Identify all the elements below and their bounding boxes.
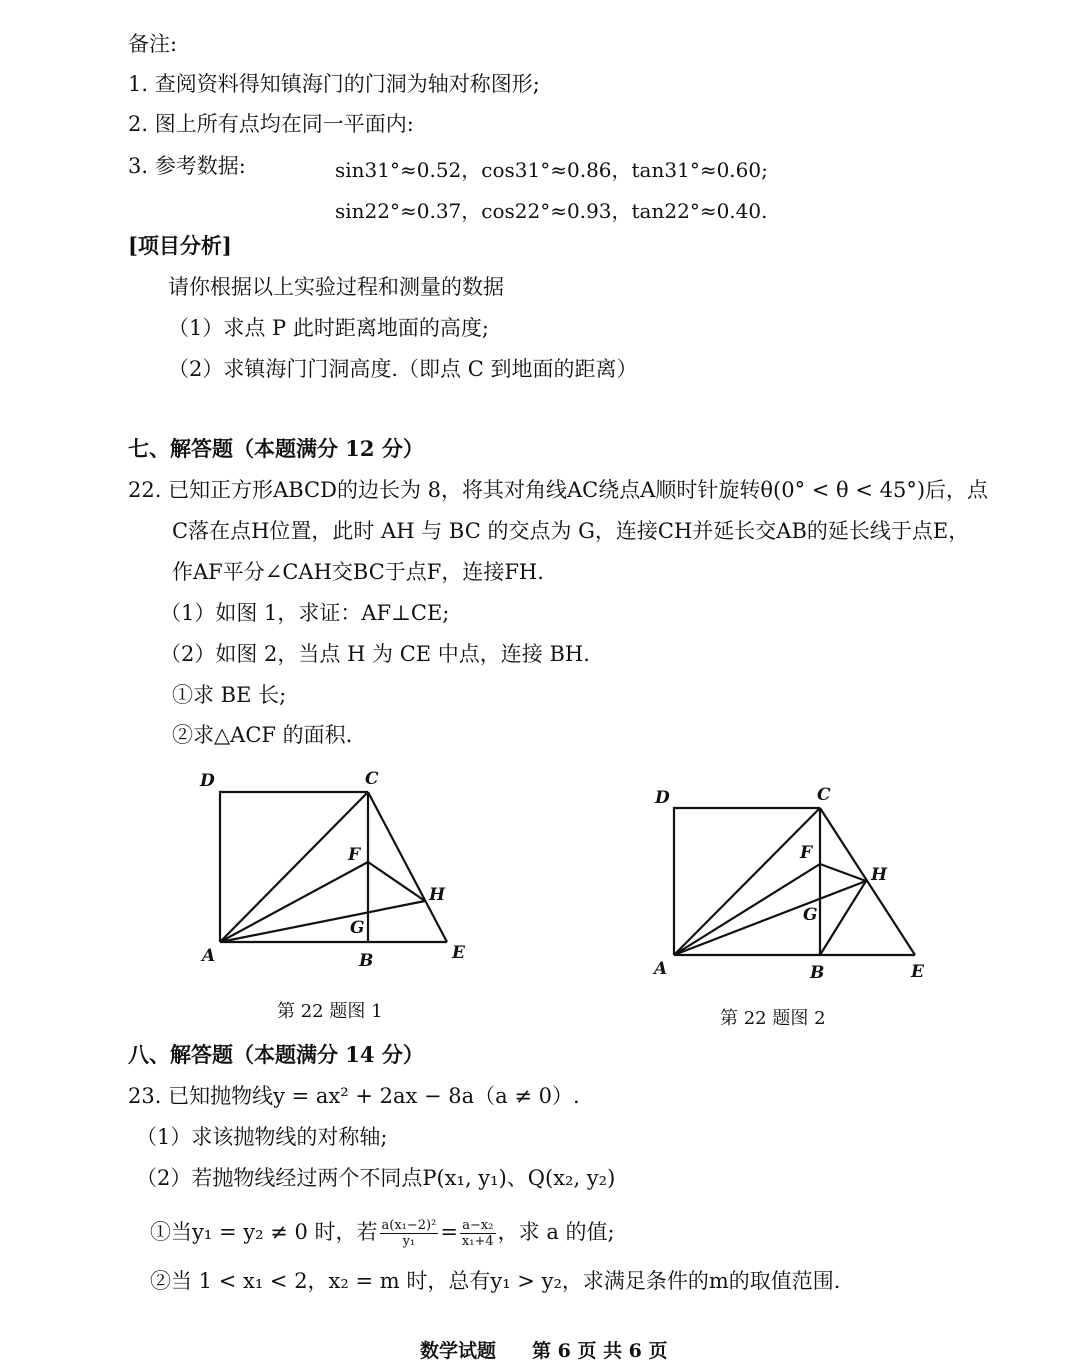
problem-22-question-2: （2）如图 2，当点 H 为 CE 中点，连接 BH. [160,642,590,666]
fraction-1-numerator: a(x₁−2)² [381,1218,437,1233]
problem-22-line-2: C落在点H位置，此时 AH 与 BC 的交点为 G，连接CH并延长交AB的延长线于点E， [172,519,970,543]
label-a: A [654,959,668,979]
analysis-question-1: （1）求点 P 此时距离地面的高度; [168,316,489,340]
figure-2-caption: 第 22 题图 2 [720,1008,826,1029]
problem-22-question-1: （1）如图 1，求证：AF⊥CE; [160,601,450,625]
problem-23-question-2: （2）若抛物线经过两个不同点P(x₁, y₁)、Q(x₂, y₂) [136,1166,616,1190]
segment-bh [820,881,866,955]
problem-23-question-2a [150,1214,615,1250]
label-g: G [350,918,365,938]
segment-ce [368,792,447,942]
problem-23-line-1: 23. 已知抛物线y = ax² + 2ax − 8a（a ≠ 0）. [128,1084,580,1108]
segment-af [674,864,820,955]
label-a: A [202,946,216,966]
fraction-2 [460,1218,496,1249]
fraction-2-denominator: x₁+4 [461,1234,494,1249]
problem-22-question-2a: ①求 BE 长; [172,683,287,707]
label-b: B [359,951,374,971]
label-g: G [803,905,818,925]
remarks-item-1: 1. 查阅资料得知镇海门的门洞为轴对称图形; [128,72,540,96]
figure-1-caption: 第 22 题图 1 [277,1001,383,1022]
segment-ac [674,808,820,955]
label-e: E [911,962,924,982]
segment-ac [220,792,368,942]
label-d: D [200,771,215,791]
problem-23-question-1: （1）求该抛物线的对称轴; [136,1125,388,1149]
label-b: B [810,963,825,983]
label-c: C [365,769,379,789]
section-7-title: 七、解答题（本题满分 12 分） [128,436,424,461]
figure-1 [190,760,490,975]
remarks-item-2: 2. 图上所有点均在同一平面内: [128,112,414,136]
reference-data-row-1: sin31°≈0.52，cos31°≈0.86，tan31°≈0.60; [335,158,768,182]
label-h: H [429,885,446,905]
analysis-intro: 请你根据以上实验过程和测量的数据 [168,275,504,299]
segment-af [220,862,368,942]
problem-23-question-2b: ②当 1 < x₁ < 2，x₂ = m 时，总有y₁ > y₂，求满足条件的m的取值范围. [150,1269,841,1293]
remarks-title: 备注: [128,32,178,56]
footer-subject: 数学试题 [420,1340,497,1362]
question-2a-prefix: ①当y₁ = y₂ ≠ 0 时，若 [150,1220,378,1244]
segment-fh [368,862,425,901]
problem-22-line-1: 22. 已知正方形ABCD的边长为 8，将其对角线AC绕点A顺时针旋转θ(0° < θ < 45°)后，点 [128,478,989,502]
analysis-question-2: （2）求镇海门门洞高度.（即点 C 到地面的距离） [168,357,638,381]
segment-ah [220,901,425,942]
fraction-2-numerator: a−x₂ [460,1218,496,1234]
remarks-item-3-label: 3. 参考数据: [128,154,246,178]
question-2a-suffix: ，求 a 的值; [497,1220,615,1244]
label-d: D [655,788,670,808]
footer-page-number: 第 6 页 共 6 页 [532,1340,668,1362]
label-f: F [348,845,361,865]
section-8-title: 八、解答题（本题满分 14 分） [128,1042,424,1067]
problem-22-line-3: 作AF平分∠CAH交BC于点F，连接FH. [172,560,544,584]
segment-ah [674,881,866,955]
problem-22-question-2b: ②求△ACF 的面积. [172,723,353,747]
label-h: H [871,865,888,885]
label-f: F [800,843,813,863]
fraction-1 [380,1218,439,1249]
analysis-title: [项目分析] [128,233,232,258]
label-e: E [452,943,465,963]
label-c: C [817,785,831,805]
equals-sign: = [440,1220,458,1244]
fraction-1-denominator: y₁ [402,1234,416,1249]
reference-data-row-2: sin22°≈0.37，cos22°≈0.93，tan22°≈0.40. [335,199,768,223]
figure-2 [645,775,940,985]
